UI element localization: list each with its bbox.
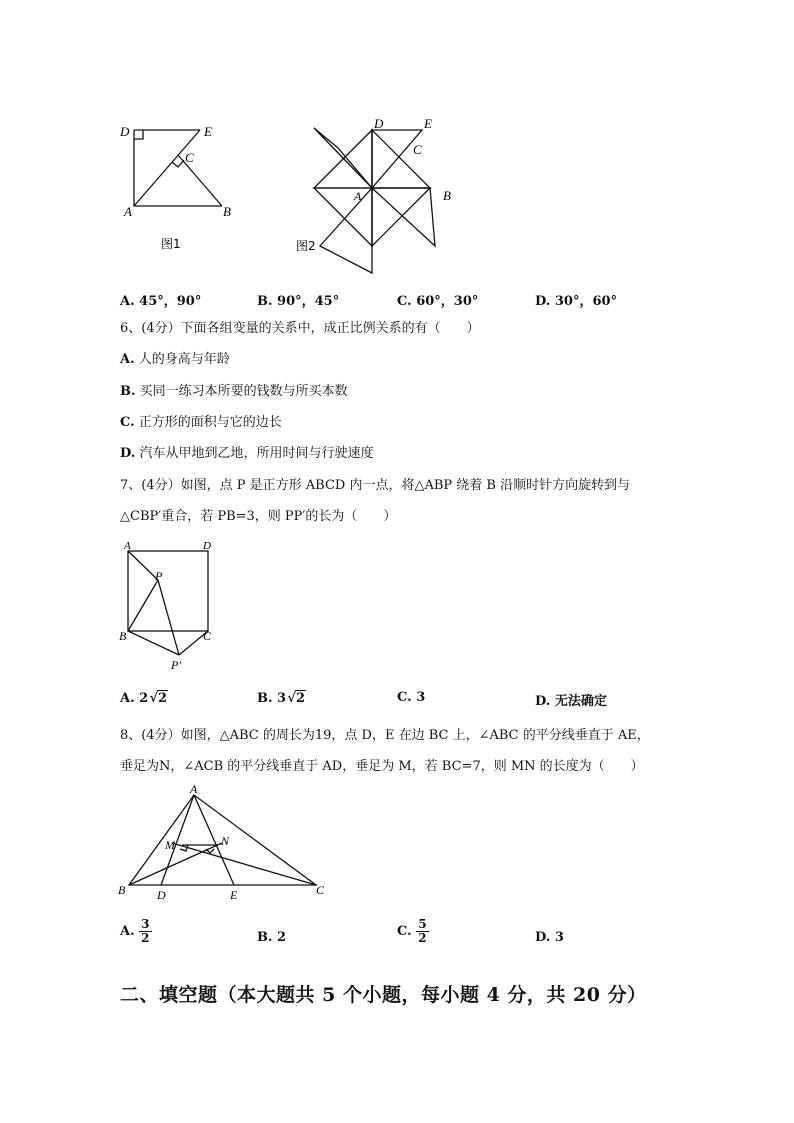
fraction-5-2: $\frac{5}{2}$ <box>418 917 427 945</box>
fig1-ae <box>134 130 200 206</box>
q8-label-m: M <box>165 838 175 852</box>
fig1-right-angle-d <box>134 130 143 139</box>
fig2-label-e: E <box>424 118 432 131</box>
q5-option-c[interactable]: C. 60°，30° <box>397 294 479 309</box>
q6-option-a[interactable]: A. 人的身高与年龄 <box>120 352 230 367</box>
q7-label-a: A <box>124 540 131 552</box>
pinwheel-blade-4 <box>314 188 372 246</box>
fig2-label-d: D <box>374 118 384 131</box>
q8-stem-line2: 垂足为N，∠ACB 的平分线垂直于 AD，垂足为 M，若 BC=7，则 MN 的长度为（ ） <box>120 759 644 774</box>
q7-stem-line2: △CBP′重合，若 PB=3，则 PP′的长为（ ） <box>120 509 397 524</box>
q7-option-d[interactable]: D. 无法确定 <box>535 694 607 709</box>
pinwheel-blade-8 <box>320 188 372 273</box>
pinwheel-blade-2 <box>372 130 430 188</box>
segment-bp <box>128 580 158 631</box>
fig1-label-d: D <box>120 124 130 139</box>
bisector-b <box>129 843 222 885</box>
q8-label-n: N <box>221 834 230 848</box>
segment-bp2 <box>128 631 179 655</box>
q8-label-b: B <box>118 883 126 897</box>
fig2-label-b: B <box>443 188 451 203</box>
q7-label-p: P <box>155 569 163 583</box>
fig2-caption: 图2 <box>296 239 316 253</box>
q6-option-d[interactable]: D. 汽车从甲地到乙地，所用时间与行驶速度 <box>120 446 374 461</box>
fig2-label-a: A <box>354 189 362 203</box>
q8-label-a: A <box>190 783 198 796</box>
figure-2 <box>290 118 460 278</box>
right-angle-n <box>206 849 214 853</box>
figure-1 <box>110 118 250 258</box>
pinwheel-blade-1 <box>372 130 422 188</box>
fig1-label-b: B <box>223 204 231 219</box>
q8-figure <box>110 783 335 908</box>
q8-label-e: E <box>230 888 238 902</box>
fig1-label-c: C <box>185 150 194 165</box>
fig1-caption: 图1 <box>161 237 181 251</box>
q7-label-p-prime: P′ <box>171 658 181 672</box>
q5-option-a[interactable]: A. 45°，90° <box>120 294 202 309</box>
fig2-label-c: C <box>413 142 422 157</box>
q6-option-c[interactable]: C. 正方形的面积与它的边长 <box>120 415 282 430</box>
q7-stem-line1: 7、(4分）如图，点 P 是正方形 ABCD 内一点，将△ABP 绕着 B 沿顺时针方向旋转到与 <box>120 478 631 493</box>
segment-pp2 <box>158 580 179 655</box>
q8-option-c[interactable]: C. $\frac{5}{2}$ <box>397 917 427 945</box>
q8-option-b[interactable]: B. 2 <box>257 930 287 945</box>
fig1-label-a: A <box>124 204 132 219</box>
q7-option-b[interactable]: B. 3 √2 <box>257 691 305 706</box>
q6-stem: 6、(4分）下面各组变量的关系中，成正比例关系的有（ ） <box>120 321 480 336</box>
q6-option-b[interactable]: B. 买同一练习本所要的钱数与所买本数 <box>120 384 348 399</box>
fig1-label-e: E <box>204 124 212 139</box>
bisector-c <box>172 843 316 885</box>
q8-stem-line1: 8、(4分）如图，△ABC 的周长为19，点 D，E 在边 BC 上，∠ABC 的平分线垂直于 AE， <box>120 728 650 743</box>
q7-figure <box>115 538 225 676</box>
section-heading-fill-in-blank: 二、填空题（本大题共 5 个小题，每小题 4 分，共 20 分） <box>120 984 647 1006</box>
segment-ap <box>128 551 158 580</box>
fig1-outline <box>134 130 222 206</box>
q8-option-d[interactable]: D. 3 <box>535 930 564 945</box>
q7-option-c[interactable]: C. 3 <box>397 690 426 705</box>
q8-option-a[interactable]: A. $\frac{3}{2}$ <box>120 917 150 945</box>
fraction-3-2: $\frac{3}{2}$ <box>141 917 150 945</box>
q5-option-d[interactable]: D. 30°，60° <box>535 294 618 309</box>
q7-label-c: C <box>203 629 212 643</box>
q8-label-d: D <box>157 888 166 902</box>
q7-label-d: D <box>203 540 211 552</box>
q8-label-c: C <box>316 883 325 897</box>
q5-option-b[interactable]: B. 90°，45° <box>257 294 340 309</box>
q7-option-a[interactable]: A. 2 √2 <box>120 691 168 706</box>
q7-label-b: B <box>119 629 127 643</box>
